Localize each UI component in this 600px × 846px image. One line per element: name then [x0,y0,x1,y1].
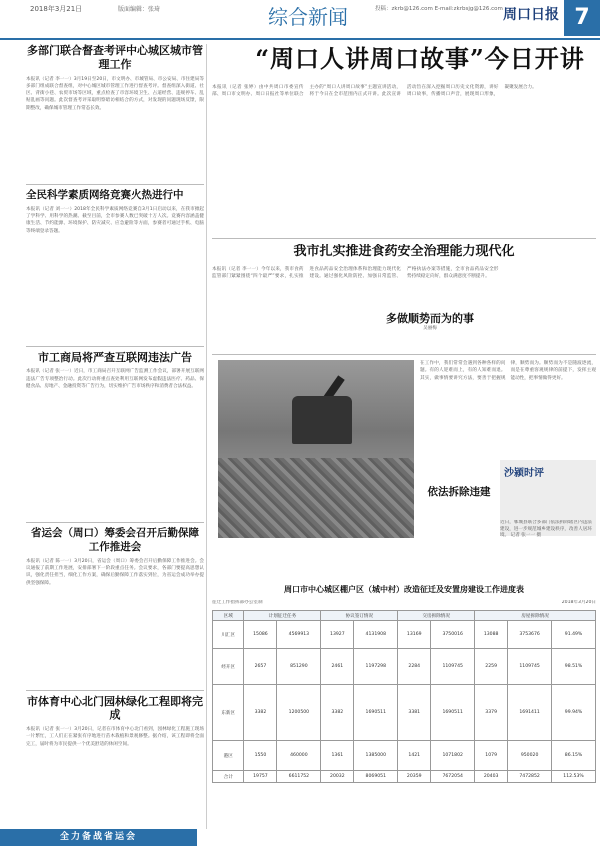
article-2-title: 全民科学素质网络竞赛火热进行中 [26,188,184,201]
table-cell: 1361 [321,741,354,771]
article-8-title: 依法拆除违建 [427,486,491,498]
table-cell: 1200500 [277,685,321,741]
column-divider [206,44,207,829]
table-cell: 1385000 [354,741,398,771]
table-cell: 1691411 [508,685,552,741]
article-1-body: 本报讯（记者 李一一）3月19日至20日，市文明办、市城管局、市公安局、市住建局等多部门组成联合督查组，对中心城区城市管理工作进行督查考评。督查组深入街道、社区、背街小巷、农贸市场等区域，重点检查了市容环境卫生、占道经营、违规停车、乱贴乱画等问题。此次督查考评采取明察暗访相结合的方式，对发现的问题现场反馈，限期整改，确保城市管理工作常态长效。 [26,76,204,111]
page-header [0,0,600,40]
table-header: 计划征迁任务 [244,611,321,621]
photo-caption: 近日，郸城县联合多部门依法拆除辖区内违法建设，进一步规范城乡建设秩序，改善人居环境。 记者 张一一 摄 [500,520,592,538]
table-total-row [213,771,596,783]
table-cell: 合计 [213,771,244,783]
table-cell: 3379 [475,685,508,741]
table-cell: 3753676 [508,621,552,649]
article-7-body: 在工作中，我们常常会遇到各种各样的问题。有的人迎难而上，有的人知难而退。其实，做事情要讲究方法，要善于把握规律，顺势而为。顺势而为不是随波逐流，而是在尊重客观规律的前提下，发挥主观能动性，把事情做得更好。 [420,361,596,381]
table-cell: 1421 [398,741,431,771]
article-1-title: 多部门联合督查考评中心城区城市管理工作 [27,44,203,71]
article-7-header [300,312,560,366]
table-cell: 851290 [277,649,321,685]
rubble-shape [218,458,414,538]
divider [212,238,596,239]
article-3-body: 本报讯（记者 张一一）近日，市工商局召开互联网广告监测工作会议，部署开展互联网违法广告专项整治行动。此次行动将重点查处利用互联网发布虚假违法医疗、药品、保健食品、房地产、金融投资等广告行为，切实维护广告市场秩序和消费者合法权益。 [26,369,204,389]
article-6-title: 我市扎实推进食药安全治理能力现代化 [293,244,515,259]
article-2-body: 本报讯（记者 刘一一）2018年全民科学素质网络竞赛自3月1日启动以来，在我市掀起了学科学、用科学的热潮。截至目前，全市参赛人数已突破十万人次。竞赛内容涵盖健康生活、节约能源、环境保护、防灾减灾、应急避险等方面，参赛者可通过手机、电脑等终端登录答题。 [26,206,204,234]
table-cell: 7672054 [431,771,475,783]
photo-caption-box [500,520,596,580]
article-6-title-box [212,244,596,262]
table-cell: 1690511 [431,685,475,741]
divider [26,346,204,347]
table-cell: 13927 [321,621,354,649]
table-cell: 20359 [398,771,431,783]
main-story-body: 本报讯（记者 张婷）由中共周口市委宣传部、周口市文明办、周口日报社等单位联合主办的“周口人讲周口故事”主题宣讲活动，将于今日在全市范围内正式开讲。此次宣讲活动旨在深入挖掘周口历史文化资源，讲好周口故事，传播周口声音，展现周口形象，凝聚发展合力。 [212,85,537,98]
table-cell: 460000 [277,741,321,771]
editor-credit: 版面编辑：张琦 [118,6,161,13]
table-cell: 1197298 [354,649,398,685]
table-cell: 86.15% [552,741,596,771]
table-cell: 港区 [213,741,244,771]
table-header-row [213,611,596,621]
bottom-banner: 全力备战省运会 [0,829,197,846]
table-cell: 6611752 [277,771,321,783]
table-cell: 1690511 [354,685,398,741]
table-cell: 4569913 [277,621,321,649]
table-unit-box [212,600,412,608]
page-number: 7 [564,0,600,36]
article-6-body: 本报讯（记者 李一一）今年以来，我市食药监管部门紧紧围绕“四个最严”要求，扎实推进食品药品安全治理体系和治理能力现代化建设。通过强化风险防控、加强日常监管、严格执法办案等措施，全市食品药品安全形势持续稳定向好，群众满意度不断提升。 [212,267,499,280]
table-cell: 3381 [398,685,431,741]
table-cell: 19757 [244,771,277,783]
table-row [213,685,596,741]
table-cell: 2461 [321,649,354,685]
divider [26,184,204,185]
table-cell: 经开区 [213,649,244,685]
article-8 [420,462,498,538]
issue-date: 2018年3月21日 [30,5,83,13]
table-cell: 川汇区 [213,621,244,649]
table-cell: 1071802 [431,741,475,771]
table-cell: 7472852 [508,771,552,783]
contact-info: 投稿：zkrb@126.com E-mail:zkrbsjg@126.com [375,6,503,12]
main-story [212,84,596,234]
main-headline: “周口人讲周口故事”今日开讲 [255,44,585,73]
table-cell: 3382 [321,685,354,741]
table-cell: 112.53% [552,771,596,783]
table-cell: 20403 [475,771,508,783]
table-cell: 91.49% [552,621,596,649]
column-label: 沙颍时评 [504,468,544,479]
table-row [213,741,596,771]
table-cell: 15086 [244,621,277,649]
table-date-box [500,600,596,608]
bulldozer-shape [292,396,352,444]
table-row [213,649,596,685]
table-cell: 2259 [475,649,508,685]
table-cell: 1109745 [431,649,475,685]
table-unit: 征迁工作指挥部办公室制 [212,600,263,605]
demolition-photo [218,360,414,538]
table-cell: 1079 [475,741,508,771]
table-cell: 1550 [244,741,277,771]
divider [26,522,204,523]
article-5-body: 本报讯（记者 张一一）3月20日，记者在市体育中心北门看到，园林绿化工程施工现场一片繁忙，工人们正在紧张有序地进行苗木栽植和景观修整。据介绍，该工程即将全面完工，届时将为市民提供一个优美舒适的休闲空间。 [26,727,204,747]
section-title: 综合新闻 [268,5,348,29]
table-cell: 2657 [244,649,277,685]
table-cell: 3750016 [431,621,475,649]
table-cell: 950020 [508,741,552,771]
article-7 [420,360,596,460]
table-header: 区域 [213,611,244,621]
article-3-title: 市工商局将严查互联网违法广告 [38,350,192,364]
table-row [213,621,596,649]
table-cell: 98.51% [552,649,596,685]
left-column [26,44,204,829]
table-cell: 8069051 [354,771,398,783]
table-title-box [212,584,596,598]
main-headline-box [240,40,600,78]
table-cell: 东新区 [213,685,244,741]
table-cell: 3382 [244,685,277,741]
table-date: 2018年3月20日 [561,600,596,605]
progress-table [212,610,596,783]
table-cell: 99.94% [552,685,596,741]
table-cell: 13088 [475,621,508,649]
article-7-title: 多做顺势而为的事 [386,312,474,325]
table-cell: 2284 [398,649,431,685]
table-header: 交房拆除情况 [398,611,475,621]
table-cell: 1109745 [508,649,552,685]
table-header: 协议签订情况 [321,611,398,621]
article-5-title: 市体育中心北门园林绿化工程即将完成 [27,694,203,722]
divider [26,690,204,691]
table-cell: 4131908 [354,621,398,649]
article-4-title: 省运会（周口）筹委会召开后勤保障工作推进会 [31,527,199,553]
table-cell: 20032 [321,771,354,783]
table-title: 周口市中心城区棚户区（城中村）改造征迁及安置房建设工作进度表 [284,584,524,594]
table-header: 房屋拆除情况 [475,611,596,621]
article-4-body: 本报讯（记者 陈一一）3月20日，省运会（周口）筹委会召开后勤保障工作推进会。会议通报了前期工作进展，安排部署下一阶段重点任务。会议要求，各部门要提高思想认识，强化责任担当，细化工作方案，确保后勤保障工作落实到位，为省运会成功举办提供坚强保障。 [26,558,204,586]
table-cell: 13169 [398,621,431,649]
article-7-author: 吴丽梅 [423,325,437,331]
newspaper-logo: 周口日报 [503,7,559,23]
